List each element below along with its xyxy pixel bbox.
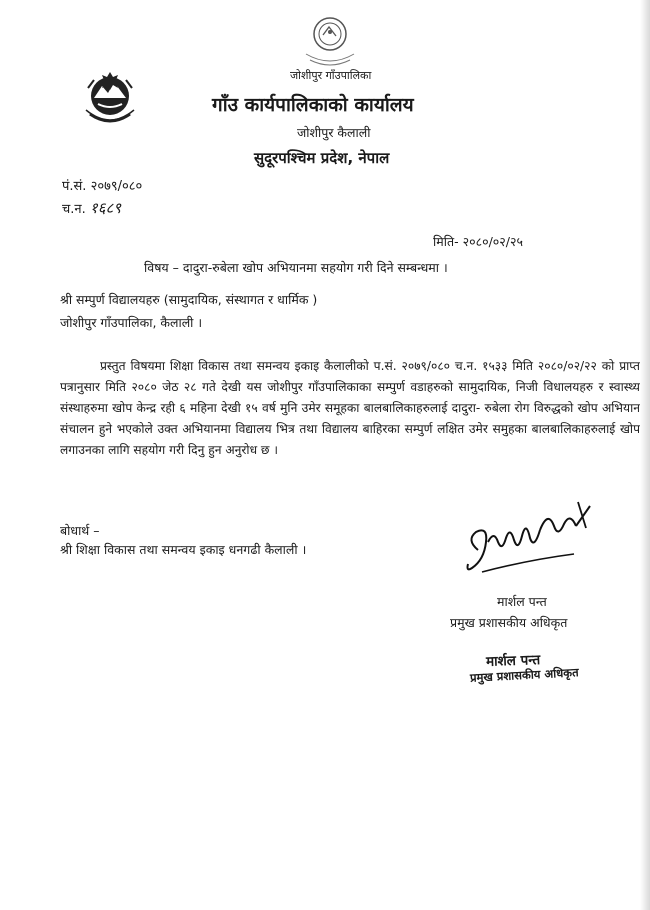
province-line: सुदूरपश्चिम प्रदेश, नेपाल — [254, 149, 390, 167]
office-location: जोशीपुर कैलाली — [297, 125, 371, 140]
office-title: गाँउ कार्यपालिकाको कार्यालय — [212, 94, 414, 116]
letter-subject: विषय – दादुरा-रुबेला खोप अभियानमा सहयोग गरी दिने सम्बन्धमा । — [144, 260, 448, 275]
letter-body: प्रस्तुत विषयमा शिक्षा विकास तथा समन्वय इकाइ कैलालीको प.सं. २०७९/०८० च.न. १५३३ मिति २०८०/०२/२२ को प्राप्त पत्रानुसार मिति २०८० जेठ २८ गते देखी यस जोशीपुर गाँउपालिकाका सम्पुर्ण वडाहरुको सामुदायिक, निजी विधालयहरु र स्वास्थ्य संस्थाहरुमा खोप केन्द्र रही ६ महिना देखी १५ वर्ष मुनि उमेर समूहका बालबालिकाहरुलाई दादुरा- रुबेला रोग विरुद्धको खोप अभियान संचालन हुने भएकोले उक्त अभियानमा विद्यालय भित्र तथा विद्यालय बाहिरका सम्पुर्ण लक्षित उमेर समुहका बालबालिकाहरुलाई खोप लगाउनका लागि सहयोग गरी दिनु हुन अनुरोध छ । — [60, 359, 640, 457]
addressee-line-1: श्री सम्पुर्ण विद्यालयहरु (सामुदायिक, संस्थागत र धार्मिक ) — [60, 292, 318, 307]
stamp-signatory-name: मार्शल पन्त — [485, 652, 541, 670]
signatory-name: मार्शल पन्त — [497, 594, 547, 609]
cc-recipient: श्री शिक्षा विकास तथा समन्वय इकाइ धनगढी कैलाली । — [60, 542, 307, 557]
scan-edge-shadow — [640, 0, 650, 910]
letter-ps-number — [62, 176, 142, 194]
cc-label: बोधार्थ – — [60, 523, 100, 538]
government-emblem — [80, 66, 140, 132]
cn-handwritten-value: १६८९ — [89, 199, 122, 217]
handwritten-signature — [458, 490, 598, 590]
ps-value: २०७९/०८० — [90, 179, 143, 194]
office-round-stamp — [300, 8, 360, 70]
date-value: २०८०/०२/२५ — [462, 234, 524, 249]
ps-label: पं.सं. — [62, 179, 87, 194]
stamp-signatory-title: प्रमुख प्रशासकीय अधिकृत — [469, 665, 579, 685]
letter-date — [433, 233, 523, 250]
date-label: मिति- — [433, 234, 459, 249]
letter-cn-number — [62, 198, 121, 218]
signatory-title: प्रमुख प्रशासकीय अधिकृत — [450, 615, 568, 630]
addressee-line-2: जोशीपुर गाँउपालिका, कैलाली । — [60, 315, 203, 330]
stamp-office-name: जोशीपुर गाँउपालिका — [290, 69, 372, 82]
cn-label: च.न. — [62, 202, 86, 217]
